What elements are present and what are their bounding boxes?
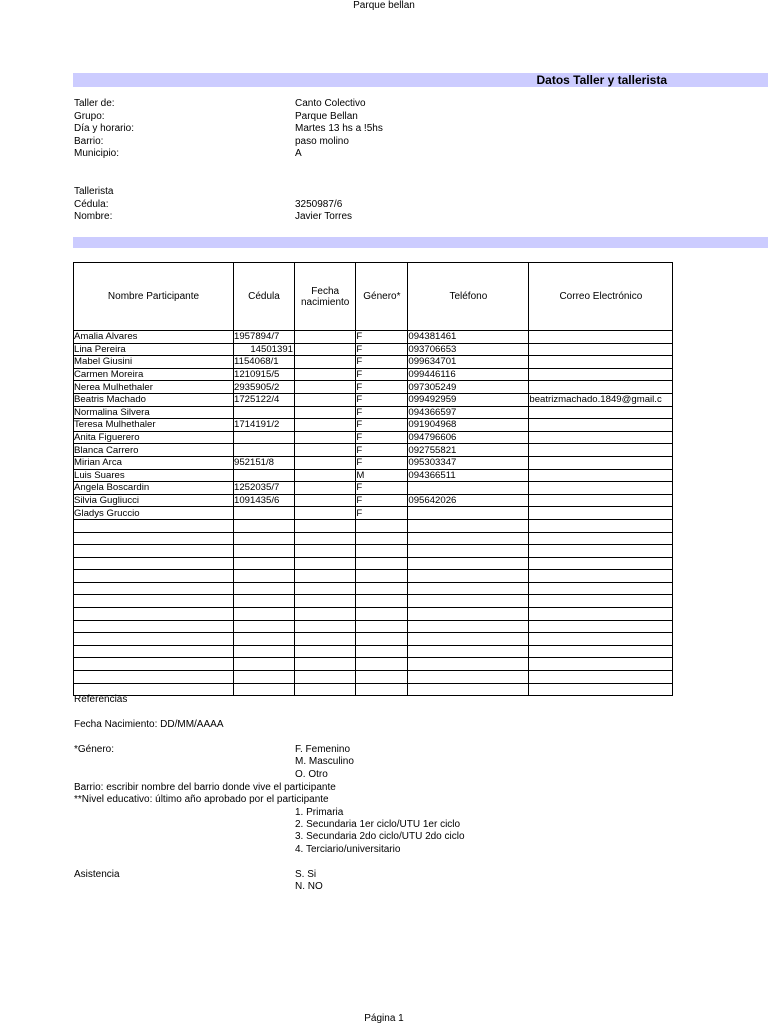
correo-cell [529, 658, 673, 671]
cedula-cell: 1714191/2 [234, 419, 295, 432]
genero-cell: F [356, 331, 408, 344]
table-row [74, 608, 673, 621]
participant-name-cell: Normalina Silvera [74, 406, 234, 419]
correo-cell [529, 595, 673, 608]
fecha-nacimiento-cell [295, 532, 356, 545]
participant-name-cell [74, 620, 234, 633]
field-taller [74, 98, 366, 110]
genero-cell [356, 595, 408, 608]
field-barrio [74, 136, 349, 148]
cedula-cell [234, 545, 295, 558]
participant-name-cell: Blanca Carrero [74, 444, 234, 457]
genero-cell: F [356, 381, 408, 394]
cedula-cell [234, 683, 295, 696]
participant-name-cell: Mirian Arca [74, 456, 234, 469]
table-row [74, 393, 673, 406]
table-row [74, 620, 673, 633]
genero-cell: F [356, 368, 408, 381]
table-row [74, 683, 673, 696]
asistencia-option: S. Si [295, 869, 317, 880]
fecha-nacimiento-cell [295, 406, 356, 419]
fecha-nacimiento-cell [295, 557, 356, 570]
table-row [74, 671, 673, 684]
genero-cell [356, 671, 408, 684]
correo-cell [529, 444, 673, 457]
field-municipio [74, 148, 302, 160]
fecha-nacimiento-cell [295, 683, 356, 696]
fecha-nacimiento-cell [295, 482, 356, 495]
genero-cell [356, 570, 408, 583]
fecha-nacimiento-cell [295, 608, 356, 621]
nivel-option: 1. Primaria [295, 807, 344, 818]
correo-cell [529, 620, 673, 633]
table-row [74, 645, 673, 658]
telefono-cell [408, 620, 529, 633]
field-value: A [295, 148, 302, 159]
telefono-cell: 092755821 [408, 444, 529, 457]
correo-cell [529, 469, 673, 482]
field-grupo [74, 111, 358, 123]
field-cedula [74, 199, 343, 211]
nivel-option: 3. Secundaria 2do ciclo/UTU 2do ciclo [295, 831, 465, 842]
telefono-cell: 094366597 [408, 406, 529, 419]
genero-label: *Género: [74, 744, 115, 755]
participant-name-cell: Beatris Machado [74, 393, 234, 406]
cedula-cell [234, 671, 295, 684]
cedula-cell: 952151/8 [234, 456, 295, 469]
fecha-nacimiento-cell [295, 658, 356, 671]
genero-cell [356, 608, 408, 621]
table-row [74, 658, 673, 671]
fecha-nacimiento-cell [295, 507, 356, 520]
fecha-nacimiento-cell [295, 381, 356, 394]
fecha-nacimiento-note: Fecha Nacimiento: DD/MM/AAAA [74, 719, 224, 730]
column-header: Género* [356, 263, 408, 331]
barrio-note: Barrio: escribir nombre del barrio donde vive el participante [74, 782, 336, 793]
telefono-cell [408, 507, 529, 520]
correo-cell [529, 633, 673, 646]
field-dia-horario [74, 123, 383, 135]
table-row [74, 494, 673, 507]
table-row [74, 582, 673, 595]
genero-cell: F [356, 482, 408, 495]
cedula-cell: 14501391 [234, 343, 295, 356]
field-value: 3250987/6 [295, 199, 343, 210]
field-value: paso molino [295, 136, 349, 147]
cedula-cell: 1957894/7 [234, 331, 295, 344]
correo-cell [529, 494, 673, 507]
cedula-cell: 1725122/4 [234, 393, 295, 406]
fecha-nacimiento-cell [295, 633, 356, 646]
telefono-cell [408, 595, 529, 608]
correo-cell [529, 431, 673, 444]
table-row [74, 469, 673, 482]
table-row [74, 356, 673, 369]
telefono-cell: 097305249 [408, 381, 529, 394]
nivel-option: 4. Terciario/universitario [295, 844, 401, 855]
table-row [74, 381, 673, 394]
telefono-cell: 095303347 [408, 456, 529, 469]
fecha-nacimiento-cell [295, 469, 356, 482]
correo-cell [529, 570, 673, 583]
correo-cell [529, 381, 673, 394]
correo-cell [529, 683, 673, 696]
genero-cell [356, 620, 408, 633]
genero-cell: F [356, 431, 408, 444]
genero-cell [356, 545, 408, 558]
correo-cell [529, 356, 673, 369]
correo-cell [529, 545, 673, 558]
participant-name-cell [74, 608, 234, 621]
participant-name-cell: Nerea Mulhethaler [74, 381, 234, 394]
fecha-nacimiento-cell [295, 331, 356, 344]
cedula-cell [234, 620, 295, 633]
field-value: Parque Bellan [295, 111, 358, 122]
telefono-cell [408, 557, 529, 570]
field-label: Taller de: [74, 98, 115, 109]
fecha-nacimiento-cell [295, 444, 356, 457]
correo-cell [529, 582, 673, 595]
fecha-nacimiento-cell [295, 545, 356, 558]
participant-name-cell [74, 570, 234, 583]
cedula-cell [234, 595, 295, 608]
fecha-nacimiento-cell [295, 393, 356, 406]
column-header: Nombre Participante [74, 263, 234, 331]
correo-cell [529, 645, 673, 658]
cedula-cell [234, 557, 295, 570]
genero-option: O. Otro [295, 769, 328, 780]
fecha-nacimiento-cell [295, 645, 356, 658]
fecha-nacimiento-cell [295, 582, 356, 595]
fecha-nacimiento-cell [295, 419, 356, 432]
table-row [74, 532, 673, 545]
telefono-cell: 093706653 [408, 343, 529, 356]
nivel-option: 2. Secundaria 1er ciclo/UTU 1er ciclo [295, 819, 461, 830]
table-row [74, 557, 673, 570]
cedula-cell [234, 608, 295, 621]
references-title: Referencias [74, 694, 128, 705]
genero-option: M. Masculino [295, 756, 354, 767]
correo-cell [529, 519, 673, 532]
correo-cell [529, 671, 673, 684]
correo-cell [529, 482, 673, 495]
cedula-cell [234, 532, 295, 545]
cedula-cell [234, 658, 295, 671]
column-header: Correo Electrónico [529, 263, 673, 331]
fecha-nacimiento-cell [295, 456, 356, 469]
page-header-title: Parque bellan [353, 0, 415, 11]
telefono-cell: 094796606 [408, 431, 529, 444]
section-title: Datos Taller y tallerista [536, 73, 667, 87]
table-row [74, 507, 673, 520]
table-row [74, 419, 673, 432]
genero-cell [356, 658, 408, 671]
participant-name-cell [74, 633, 234, 646]
participant-name-cell: Luis Suares [74, 469, 234, 482]
fecha-nacimiento-cell [295, 356, 356, 369]
fecha-nacimiento-cell [295, 431, 356, 444]
telefono-cell [408, 658, 529, 671]
field-nombre [74, 211, 353, 223]
fecha-nacimiento-cell [295, 368, 356, 381]
cedula-cell: 1210915/5 [234, 368, 295, 381]
cedula-cell [234, 469, 295, 482]
participant-name-cell [74, 557, 234, 570]
nivel-note: **Nivel educativo: último año aprobado por el participante [74, 794, 329, 805]
participant-name-cell: Amalia Alvares [74, 331, 234, 344]
cedula-cell: 1154068/1 [234, 356, 295, 369]
correo-cell [529, 507, 673, 520]
table-row [74, 545, 673, 558]
genero-cell [356, 519, 408, 532]
correo-cell [529, 343, 673, 356]
table-row [74, 570, 673, 583]
cedula-cell [234, 570, 295, 583]
fecha-nacimiento-cell [295, 671, 356, 684]
genero-cell: F [356, 406, 408, 419]
telefono-cell [408, 532, 529, 545]
fecha-nacimiento-cell [295, 620, 356, 633]
participant-name-cell [74, 671, 234, 684]
telefono-cell: 099634701 [408, 356, 529, 369]
cedula-cell [234, 507, 295, 520]
telefono-cell [408, 545, 529, 558]
participant-name-cell [74, 519, 234, 532]
telefono-cell: 094381461 [408, 331, 529, 344]
tallerista-heading: Tallerista [74, 186, 114, 197]
correo-cell [529, 419, 673, 432]
genero-cell [356, 633, 408, 646]
participant-name-cell [74, 532, 234, 545]
cedula-cell [234, 519, 295, 532]
participant-name-cell [74, 645, 234, 658]
correo-cell [529, 456, 673, 469]
table-row [74, 633, 673, 646]
table-row [74, 406, 673, 419]
field-label: Barrio: [74, 136, 104, 147]
fecha-nacimiento-cell [295, 570, 356, 583]
participants-table [73, 262, 673, 696]
field-value: Canto Colectivo [295, 98, 366, 109]
asistencia-option: N. NO [295, 881, 323, 892]
table-row [74, 431, 673, 444]
table-row [74, 343, 673, 356]
telefono-cell [408, 582, 529, 595]
table-row [74, 482, 673, 495]
participant-name-cell: Anita Figuerero [74, 431, 234, 444]
fecha-nacimiento-cell [295, 595, 356, 608]
telefono-cell [408, 570, 529, 583]
participant-name-cell: Gladys Gruccio [74, 507, 234, 520]
field-label: Grupo: [74, 111, 105, 122]
genero-cell: M [356, 469, 408, 482]
participant-name-cell: Angela Boscardin [74, 482, 234, 495]
telefono-cell [408, 683, 529, 696]
section-band-divider [73, 237, 768, 248]
cedula-cell [234, 444, 295, 457]
participant-name-cell: Mabel Giusini [74, 356, 234, 369]
participant-name-cell: Silvia Gugliucci [74, 494, 234, 507]
section-band-taller [73, 73, 768, 87]
column-header: Cédula [234, 263, 295, 331]
table-row [74, 456, 673, 469]
correo-cell [529, 557, 673, 570]
table-row [74, 444, 673, 457]
cedula-cell [234, 406, 295, 419]
fecha-nacimiento-cell [295, 519, 356, 532]
genero-cell [356, 532, 408, 545]
table-row [74, 331, 673, 344]
fecha-nacimiento-cell [295, 343, 356, 356]
telefono-cell: 099492959 [408, 393, 529, 406]
telefono-cell [408, 645, 529, 658]
participant-name-cell [74, 658, 234, 671]
correo-cell [529, 608, 673, 621]
correo-cell [529, 532, 673, 545]
telefono-cell: 091904968 [408, 419, 529, 432]
field-label: Cédula: [74, 199, 109, 210]
genero-option: F. Femenino [295, 744, 351, 755]
genero-cell: F [356, 419, 408, 432]
table-row [74, 519, 673, 532]
genero-cell: F [356, 393, 408, 406]
field-value: Javier Torres [295, 211, 353, 222]
fecha-nacimiento-cell [295, 494, 356, 507]
genero-cell: F [356, 456, 408, 469]
genero-cell: F [356, 444, 408, 457]
participant-name-cell: Teresa Mulhethaler [74, 419, 234, 432]
participant-name-cell [74, 595, 234, 608]
telefono-cell [408, 519, 529, 532]
field-label: Nombre: [74, 211, 113, 222]
telefono-cell: 095642026 [408, 494, 529, 507]
genero-cell [356, 557, 408, 570]
telefono-cell: 094366511 [408, 469, 529, 482]
cedula-cell [234, 582, 295, 595]
asistencia-label: Asistencia [74, 869, 120, 880]
correo-cell [529, 368, 673, 381]
participant-name-cell [74, 582, 234, 595]
field-label: Municipio: [74, 148, 120, 159]
cedula-cell [234, 431, 295, 444]
table-row [74, 368, 673, 381]
column-header: Fecha nacimiento [295, 263, 356, 331]
telefono-cell: 099446116 [408, 368, 529, 381]
table-header-row [74, 263, 673, 331]
correo-cell [529, 406, 673, 419]
cedula-cell [234, 633, 295, 646]
cedula-cell: 2935905/2 [234, 381, 295, 394]
field-value: Martes 13 hs a !5hs [295, 123, 383, 134]
column-header: Teléfono [408, 263, 529, 331]
genero-cell: F [356, 507, 408, 520]
telefono-cell [408, 608, 529, 621]
participant-name-cell: Lina Pereira [74, 343, 234, 356]
correo-cell [529, 331, 673, 344]
genero-cell: F [356, 494, 408, 507]
genero-cell [356, 582, 408, 595]
telefono-cell [408, 633, 529, 646]
telefono-cell [408, 482, 529, 495]
participant-name-cell: Carmen Moreira [74, 368, 234, 381]
genero-cell [356, 645, 408, 658]
cedula-cell: 1091435/6 [234, 494, 295, 507]
genero-cell: F [356, 356, 408, 369]
cedula-cell: 1252035/7 [234, 482, 295, 495]
genero-cell: F [356, 343, 408, 356]
participant-name-cell [74, 545, 234, 558]
page-footer: Página 1 [364, 1013, 404, 1024]
cedula-cell [234, 645, 295, 658]
genero-cell [356, 683, 408, 696]
correo-cell: beatrizmachado.1849@gmail.c [529, 393, 673, 406]
table-row [74, 595, 673, 608]
telefono-cell [408, 671, 529, 684]
field-label: Día y horario: [74, 123, 135, 134]
